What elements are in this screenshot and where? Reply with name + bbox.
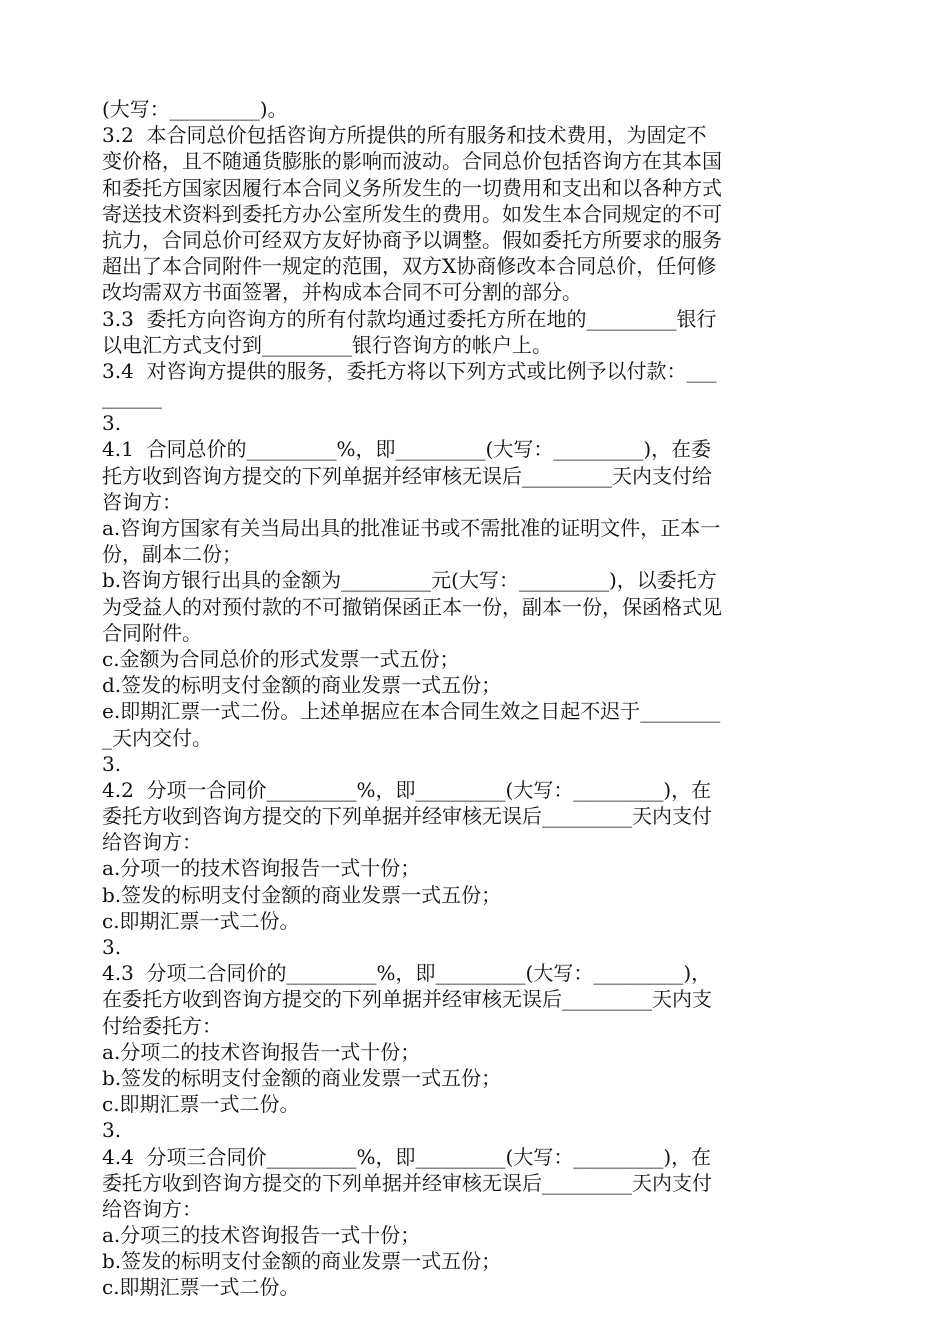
text-line: c.即期汇票一式二份。: [102, 1275, 300, 1300]
text-line: b.签发的标明支付金额的商业发票一式五份；: [102, 1249, 502, 1274]
text-line: 3.: [102, 1118, 122, 1143]
text-line: 变价格，且不随通货膨胀的影响而波动。合同总价包括咨询方在其本国: [102, 149, 722, 174]
text-line: 3.: [102, 411, 122, 436]
text-line: 付给委托方：: [102, 1013, 222, 1038]
text-line: 为受益人的对预付款的不可撤销保函正本一份，副本一份，保函格式见: [102, 594, 722, 619]
document-body: [102, 96, 852, 1301]
text-line: b.咨询方银行出具的金额为_________元(大写：_________)，以委托方: [102, 568, 717, 593]
text-line: a.分项三的技术咨询报告一式十份；: [102, 1223, 421, 1248]
text-line: 咨询方：: [102, 489, 182, 514]
text-line: 3.: [102, 751, 122, 776]
text-line: e.即期汇票一式二份。上述单据应在本合同生效之日起不迟于________: [102, 699, 721, 724]
text-line: c.金额为合同总价的形式发票一式五份；: [102, 646, 460, 671]
text-line: (大写：_________)。: [102, 97, 288, 121]
text-line: c.即期汇票一式二份。: [102, 1092, 300, 1117]
text-line: 和委托方国家因履行本合同义务所发生的一切费用和支出和以各种方式: [102, 175, 722, 200]
text-line: 3.: [102, 935, 122, 959]
text-line: 合同附件。: [102, 620, 202, 645]
text-line: 3.4 对咨询方提供的服务，委托方将以下列方式或比例予以付款：___: [102, 358, 717, 383]
text-line: 份，副本二份；: [102, 542, 242, 567]
text-line: 抗力，合同总价可经双方友好协商予以调整。假如委托方所要求的服务: [102, 227, 722, 252]
text-line: ______: [102, 385, 162, 410]
text-line: a.分项二的技术咨询报告一式十份；: [102, 1039, 421, 1064]
text-line: a.咨询方国家有关当局出具的批准证书或不需批准的证明文件，正本一: [102, 516, 721, 540]
text-line: 4.4 分项三合同价_________%，即_________(大写：_________)，在: [102, 1144, 712, 1169]
text-line: c.即期汇票一式二份。: [102, 908, 300, 933]
text-line: _天内交付。: [102, 725, 212, 750]
text-line: b.签发的标明支付金额的商业发票一式五份；: [102, 882, 502, 907]
text-line: a.分项一的技术咨询报告一式十份；: [102, 856, 421, 881]
text-line: 委托方收到咨询方提交的下列单据并经审核无误后_________天内支付: [102, 804, 712, 829]
text-line: 在委托方收到咨询方提交的下列单据并经审核无误后_________天内支: [102, 987, 712, 1012]
text-line: 以电汇方式支付到_________银行咨询方的帐户上。: [102, 332, 552, 357]
text-line: 超出了本合同附件一规定的范围，双方X协商修改本合同总价，任何修: [102, 254, 717, 279]
text-line: 给咨询方：: [102, 830, 202, 855]
text-line: 3.2 本合同总价包括咨询方所提供的所有服务和技术费用，为固定不: [102, 123, 707, 148]
text-line: d.签发的标明支付金额的商业发票一式五份；: [102, 673, 502, 698]
text-line: b.签发的标明支付金额的商业发票一式五份；: [102, 1065, 502, 1090]
text-line: 改均需双方书面签署，并构成本合同不可分割的部分。: [102, 280, 582, 305]
text-line: 4.1 合同总价的_________%，即_________(大写：_________)，在委: [102, 437, 712, 462]
text-line: 4.3 分项二合同价的_________%，即_________(大写：_________)，: [102, 961, 712, 986]
text-line: 托方收到咨询方提交的下列单据并经审核无误后_________天内支付给: [102, 463, 712, 488]
text-line: 寄送技术资料到委托方办公室所发生的费用。如发生本合同规定的不可: [102, 201, 722, 226]
text-line: 3.3 委托方向咨询方的所有付款均通过委托方所在地的_________银行: [102, 306, 717, 331]
text-line: 委托方收到咨询方提交的下列单据并经审核无误后_________天内支付: [102, 1170, 712, 1195]
text-line: 给咨询方：: [102, 1196, 202, 1221]
text-line: 4.2 分项一合同价_________%，即_________(大写：_________)，在: [102, 777, 712, 802]
